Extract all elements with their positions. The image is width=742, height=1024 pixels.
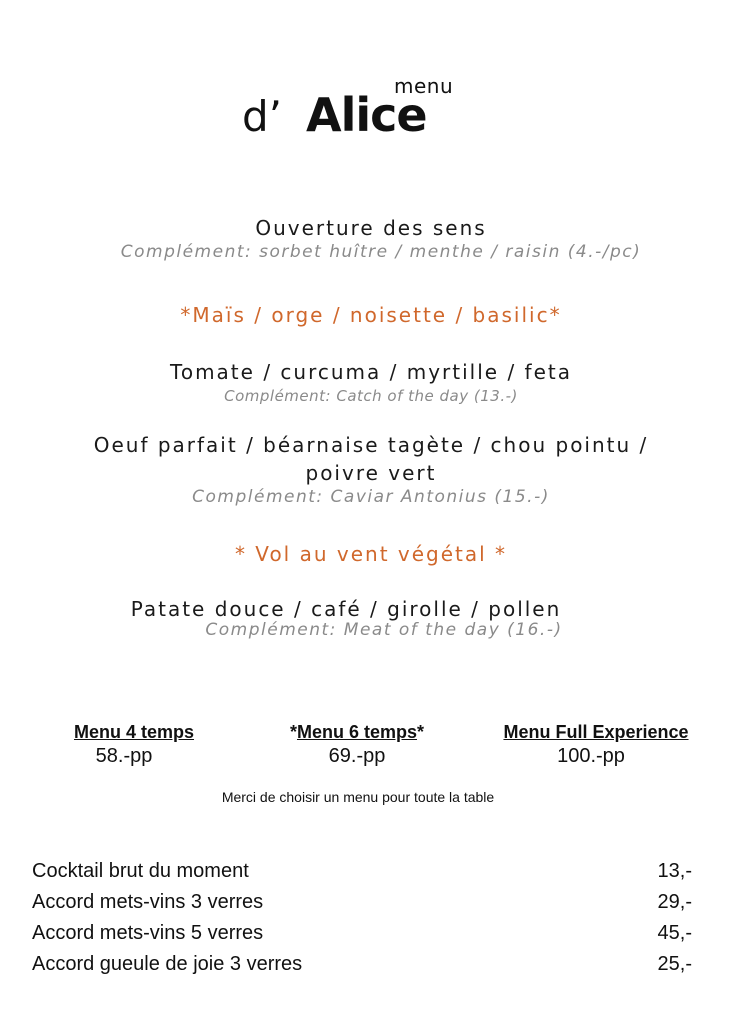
menu-option-title: *Menu 6 temps* bbox=[289, 722, 425, 742]
course-mais: *Maïs / orge / noisette / basilic* bbox=[180, 303, 562, 327]
course-patate-complement: Complément: Meat of the day (16.-) bbox=[205, 620, 563, 640]
drink-row bbox=[32, 922, 692, 953]
course-ouverture: Ouverture des sens bbox=[255, 216, 487, 240]
logo-name: Alice bbox=[306, 88, 427, 142]
menu-option-title: Menu Full Experience bbox=[503, 722, 689, 742]
menu-option-price: 100.-pp bbox=[557, 745, 625, 767]
menu-option-6-temps bbox=[262, 722, 452, 768]
course-oeuf-complement: Complément: Caviar Antonius (15.-) bbox=[192, 487, 550, 507]
drink-label: Accord gueule de joie 3 verres bbox=[32, 953, 303, 975]
course-patate: Patate douce / café / girolle / pollen bbox=[130, 597, 562, 621]
menu-option-full-experience bbox=[480, 722, 712, 768]
course-oeuf-line2: poivre vert bbox=[305, 461, 437, 485]
menu-option-4-temps bbox=[44, 722, 224, 768]
restaurant-logo bbox=[0, 70, 742, 150]
course-tomate-complement: Complément: Catch of the day (13.-) bbox=[224, 387, 518, 405]
logo-prefix: d’ bbox=[242, 92, 283, 141]
drink-price: 29,- bbox=[657, 891, 692, 913]
drink-label: Accord mets-vins 3 verres bbox=[32, 891, 264, 913]
drink-price: 25,- bbox=[657, 953, 692, 975]
menu-option-price: 58.-pp bbox=[95, 745, 153, 767]
course-vol-au-vent: * Vol au vent végétal * bbox=[234, 542, 508, 566]
drink-label: Accord mets-vins 5 verres bbox=[32, 922, 264, 944]
logo-menu-word: menu bbox=[394, 74, 454, 98]
drink-label: Cocktail brut du moment bbox=[32, 860, 249, 882]
menu-option-price: 69.-pp bbox=[328, 745, 386, 767]
table-menu-note: Merci de choisir un menu pour toute la table bbox=[221, 789, 495, 805]
drink-row bbox=[32, 891, 692, 922]
drink-price: 13,- bbox=[657, 860, 692, 882]
drink-row bbox=[32, 860, 692, 891]
drink-price: 45,- bbox=[657, 922, 692, 944]
drink-row bbox=[32, 953, 692, 984]
course-ouverture-complement: Complément: sorbet huître / menthe / raisin (4.-/pc) bbox=[120, 242, 642, 262]
course-tomate: Tomate / curcuma / myrtille / feta bbox=[170, 360, 572, 384]
menu-option-title: Menu 4 temps bbox=[73, 722, 195, 742]
course-oeuf-line1: Oeuf parfait / béarnaise tagète / chou pointu / bbox=[93, 433, 649, 457]
drinks-list bbox=[32, 860, 692, 984]
